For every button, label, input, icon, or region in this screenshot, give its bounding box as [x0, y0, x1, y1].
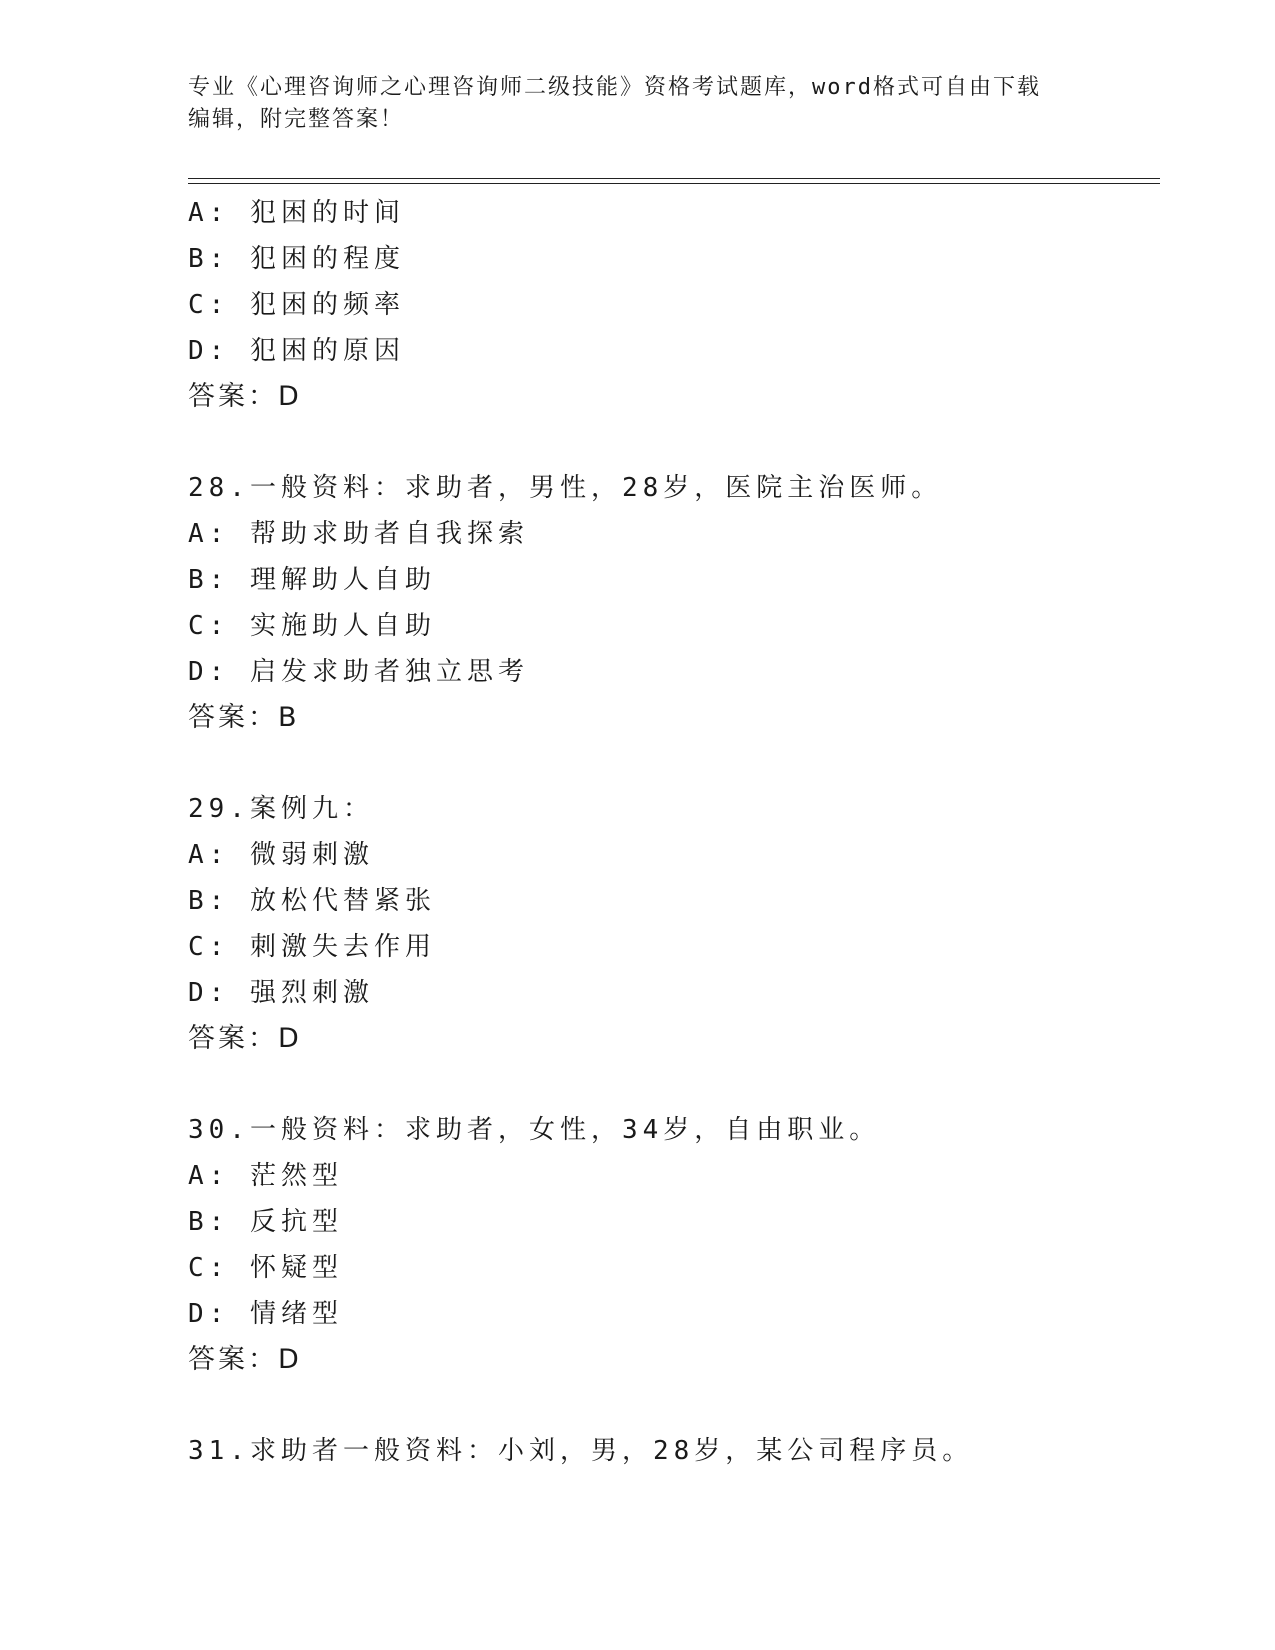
option-b: B: 理解助人自助 — [188, 565, 436, 595]
question-block — [188, 465, 1160, 741]
header-line-1: 专业《心理咨询师之心理咨询师二级技能》资格考试题库，word格式可自由下载 — [188, 75, 1041, 100]
block-spacer — [188, 1383, 1160, 1428]
header-line-2: 编辑，附完整答案！ — [188, 107, 405, 132]
question-list — [188, 190, 1160, 1474]
block-spacer — [188, 741, 1160, 786]
question-block — [188, 190, 1160, 420]
option-b: B: 反抗型 — [188, 1207, 343, 1237]
question-text: 29.案例九： — [188, 794, 374, 824]
option-c: C: 怀疑型 — [188, 1253, 343, 1283]
option-b: B: 犯困的程度 — [188, 244, 405, 274]
option-c: C: 实施助人自助 — [188, 611, 436, 641]
option-c: C: 犯困的频率 — [188, 290, 405, 320]
option-a: A: 茫然型 — [188, 1161, 343, 1191]
question-block — [188, 1107, 1160, 1383]
option-a: A: 帮助求助者自我探索 — [188, 519, 529, 549]
question-text: 30.一般资料：求助者，女性，34岁，自由职业。 — [188, 1115, 881, 1145]
question-block — [188, 786, 1160, 1062]
option-d: D: 强烈刺激 — [188, 978, 374, 1008]
answer-line: 答案：B — [188, 702, 300, 733]
question-block — [188, 1428, 1160, 1474]
option-d: D: 启发求助者独立思考 — [188, 657, 529, 687]
question-text: 28.一般资料：求助者，男性，28岁，医院主治医师。 — [188, 473, 943, 503]
option-b: B: 放松代替紧张 — [188, 886, 436, 916]
option-a: A: 犯困的时间 — [188, 198, 405, 228]
block-spacer — [188, 420, 1160, 465]
answer-line: 答案：D — [188, 1023, 302, 1054]
option-c: C: 刺激失去作用 — [188, 932, 436, 962]
answer-line: 答案：D — [188, 1344, 302, 1375]
option-a: A: 微弱刺激 — [188, 840, 374, 870]
block-spacer — [188, 1062, 1160, 1107]
option-d: D: 情绪型 — [188, 1299, 343, 1329]
answer-line: 答案：D — [188, 381, 302, 412]
question-text: 31.求助者一般资料：小刘，男，28岁，某公司程序员。 — [188, 1436, 974, 1466]
option-d: D: 犯困的原因 — [188, 336, 405, 366]
header-rule-bottom — [188, 183, 1160, 184]
header-rule-top — [188, 178, 1160, 179]
document-header — [188, 72, 1088, 136]
